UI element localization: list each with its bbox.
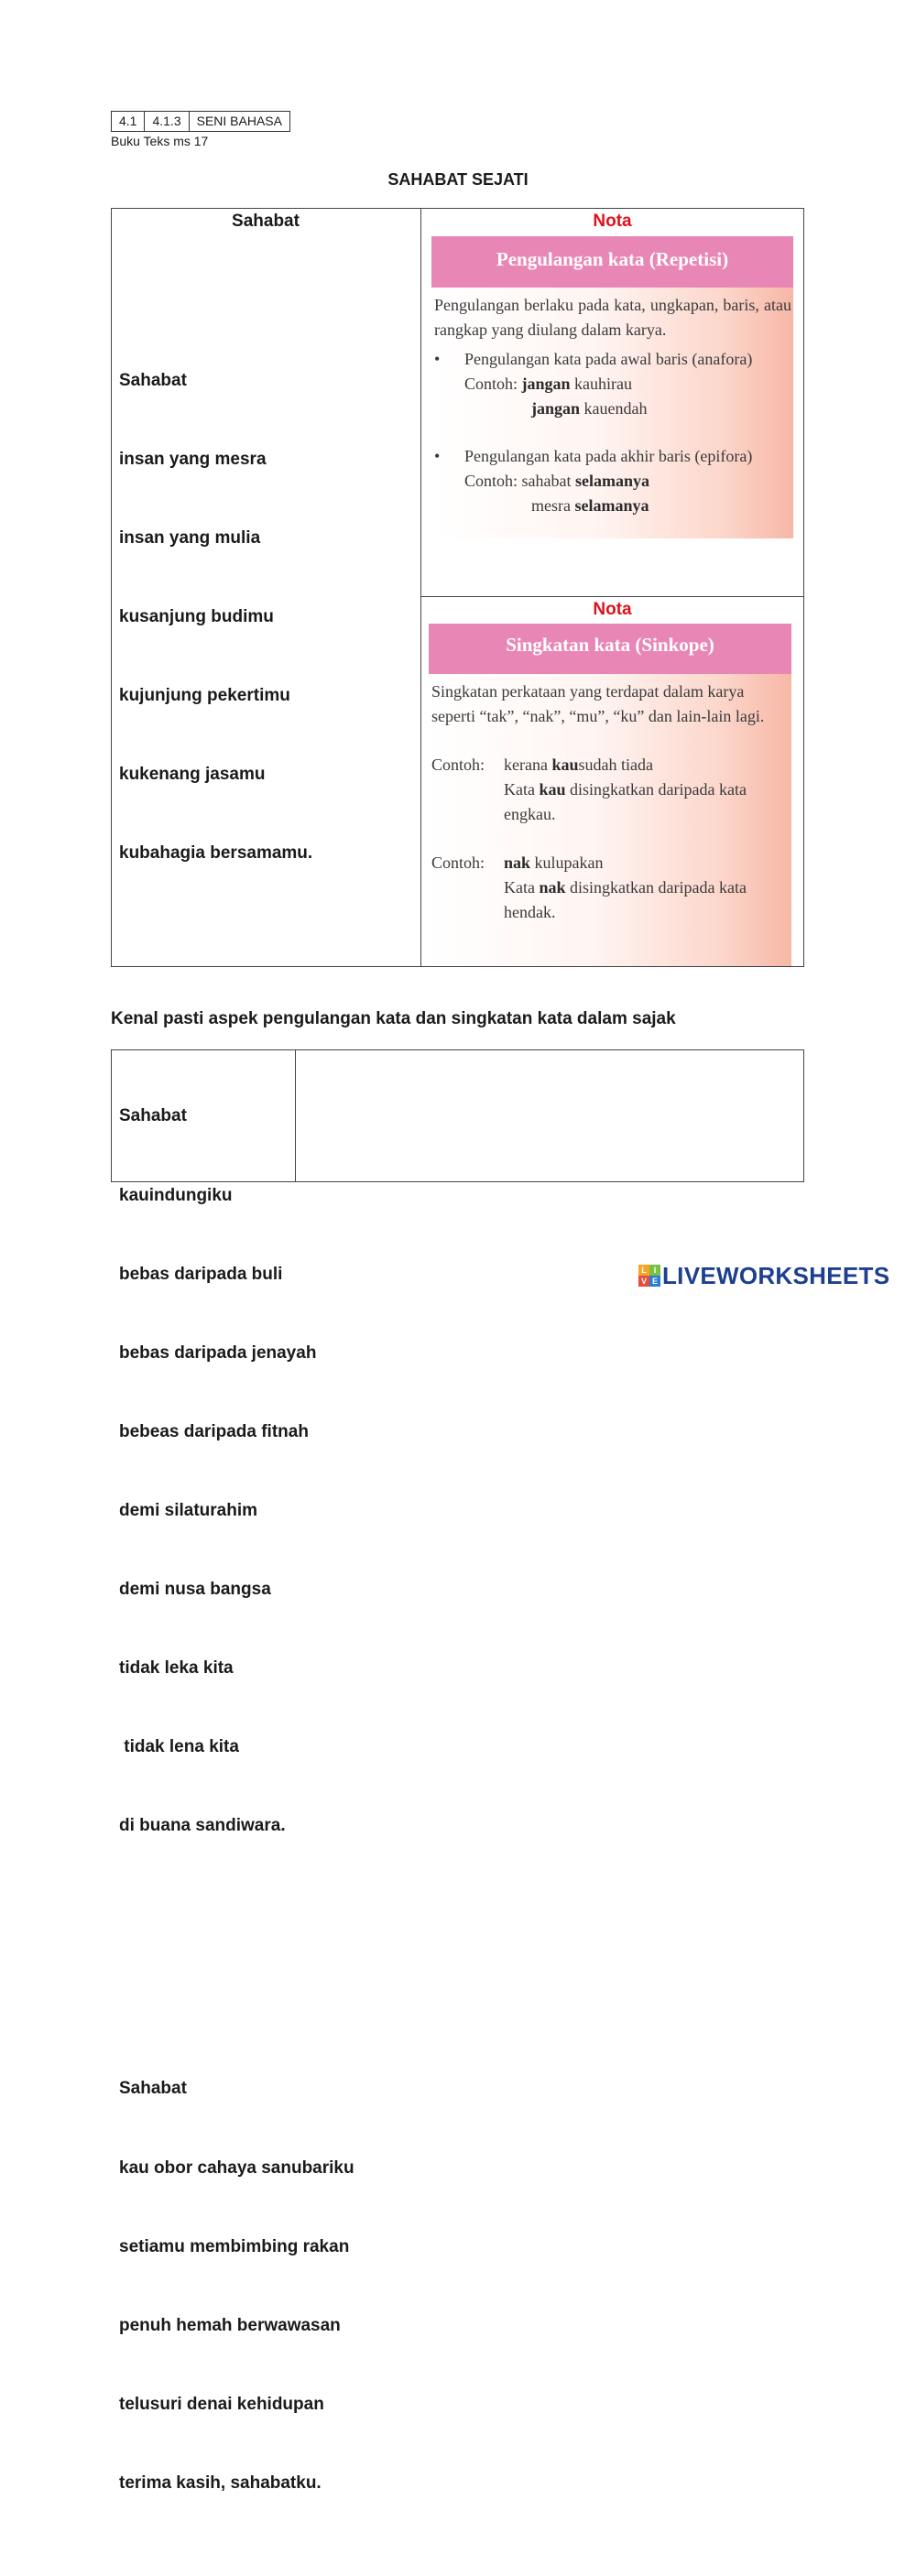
example-text: sudah tiada bbox=[578, 755, 653, 774]
example-text: sahabat bbox=[521, 472, 575, 490]
note-bullet bbox=[434, 347, 791, 421]
poem-line: kukenang jasamu bbox=[119, 765, 266, 785]
bullet-icon: • bbox=[434, 447, 441, 465]
bold-word: nak bbox=[504, 853, 531, 872]
example-text: kauendah bbox=[580, 399, 648, 418]
note-example bbox=[431, 753, 790, 827]
poem-line: Sahabat bbox=[119, 370, 187, 390]
poem-line: penuh hemah berwawasan bbox=[119, 2315, 341, 2335]
note-card-repetition bbox=[431, 236, 793, 538]
poem-line: di buana sandiwara. bbox=[119, 1816, 286, 1836]
example-text: kulupakan bbox=[530, 853, 604, 872]
poem-line: demi nusa bangsa bbox=[119, 1580, 271, 1600]
example-text: mesra bbox=[531, 496, 575, 515]
example-label: Contoh: bbox=[431, 755, 485, 774]
bold-word: selamanya bbox=[574, 496, 649, 515]
example-text: Kata bbox=[504, 878, 540, 897]
exercise-instruction: Kenal pasti aspek pengulangan kata dan singkatan kata dalam sajak bbox=[111, 1009, 676, 1028]
brand-text: LIVEWORKSHEETS bbox=[662, 1261, 890, 1289]
poem-line: bebas daripada buli bbox=[119, 1264, 283, 1284]
poem-line: kubahagia bersamamu. bbox=[119, 843, 313, 864]
logo-letter: V bbox=[638, 1276, 649, 1287]
poem-line: bebas daripada jenayah bbox=[119, 1342, 317, 1363]
answer-cell-left[interactable] bbox=[113, 1051, 294, 1180]
poem-line: telusuri denai kehidupan bbox=[119, 2394, 324, 2414]
note-bullet bbox=[434, 444, 791, 518]
poem-line: insan yang mulia bbox=[119, 528, 261, 549]
code-topic: SENI BAHASA bbox=[189, 112, 289, 132]
example-label: Contoh: bbox=[431, 853, 485, 872]
main-table-column-divider bbox=[420, 208, 421, 967]
poem-line: tidak lena kita bbox=[119, 1737, 239, 1757]
note-card-syncope bbox=[429, 624, 791, 966]
page-title: SAHABAT SEJATI bbox=[387, 170, 529, 189]
example-text: Kata bbox=[504, 780, 540, 799]
poem-title: Sahabat bbox=[232, 212, 300, 231]
note-body-syncope bbox=[429, 674, 791, 925]
note-intro: Singkatan perkataan yang terdapat dalam karya seperti “tak”, “nak”, “mu”, “ku” dan lain-lain lagi. bbox=[431, 682, 765, 725]
bullet-text: Pengulangan kata pada akhir baris (epifora) bbox=[464, 447, 753, 465]
example-text: disingkatkan daripada kata hendak. bbox=[504, 878, 747, 921]
poem-stanza bbox=[119, 2024, 354, 2549]
poem-line: kujunjung pekertimu bbox=[119, 686, 290, 706]
note-heading-repetition: Pengulangan kata (Repetisi) bbox=[431, 236, 793, 288]
nota-label-repetition: Nota bbox=[593, 212, 632, 231]
poem-text bbox=[119, 263, 354, 2576]
bullet-text: Pengulangan kata pada awal baris (anafora) bbox=[464, 350, 753, 368]
answer-cell-right[interactable] bbox=[297, 1051, 802, 1180]
poem-line: insan yang mesra bbox=[119, 449, 267, 469]
liveworksheets-brand[interactable] bbox=[638, 1260, 889, 1291]
bold-word: nak bbox=[539, 878, 566, 897]
example-text: disingkatkan daripada kata engkau. bbox=[504, 780, 747, 823]
textbook-reference: Buku Teks ms 17 bbox=[111, 134, 209, 148]
poem-line: Sahabat bbox=[119, 1106, 187, 1126]
code-standard: 4.1 bbox=[112, 112, 145, 132]
bold-word: kau bbox=[539, 780, 566, 799]
poem-line: kauindungiku bbox=[119, 1185, 233, 1205]
example-text: kauhirau bbox=[570, 375, 633, 393]
bold-word: selamanya bbox=[575, 472, 649, 490]
logo-letter: I bbox=[649, 1265, 660, 1276]
example-label: Contoh: bbox=[464, 375, 518, 393]
example-text: kerana bbox=[504, 755, 552, 774]
note-example bbox=[431, 851, 790, 925]
bold-word: kau bbox=[551, 755, 579, 774]
poem-stanza bbox=[119, 315, 354, 919]
main-table-row-divider bbox=[420, 596, 804, 597]
nota-label-syncope: Nota bbox=[593, 600, 632, 619]
poem-line: terima kasih, sahabatku. bbox=[119, 2473, 322, 2494]
poem-line: kusanjung budimu bbox=[119, 607, 274, 627]
logo-letter: E bbox=[649, 1276, 660, 1287]
note-intro: Pengulangan berlaku pada kata, ungkapan, baris, atau rangkap yang diulang dalam karya. bbox=[434, 296, 791, 339]
code-learning-standard: 4.1.3 bbox=[145, 112, 189, 132]
example-label: Contoh: bbox=[464, 472, 518, 490]
poem-line: demi silaturahim bbox=[119, 1501, 257, 1521]
poem-line: bebeas daripada fitnah bbox=[119, 1421, 309, 1441]
poem-line: setiamu membimbing rakan bbox=[119, 2236, 350, 2256]
poem-line: tidak leka kita bbox=[119, 1658, 234, 1679]
logo-letter: L bbox=[638, 1265, 649, 1276]
answer-table-divider bbox=[295, 1049, 296, 1182]
bullet-icon: • bbox=[434, 350, 441, 368]
poem-line: kau obor cahaya sanubariku bbox=[119, 2158, 354, 2178]
poem-line: Sahabat bbox=[119, 2079, 187, 2099]
bold-word: jangan bbox=[531, 399, 581, 418]
liveworksheets-logo-icon bbox=[638, 1265, 660, 1287]
bold-word: jangan bbox=[521, 375, 571, 393]
lesson-code-table bbox=[111, 111, 290, 132]
note-body-repetition bbox=[431, 288, 793, 518]
note-heading-syncope: Singkatan kata (Sinkope) bbox=[429, 624, 791, 674]
